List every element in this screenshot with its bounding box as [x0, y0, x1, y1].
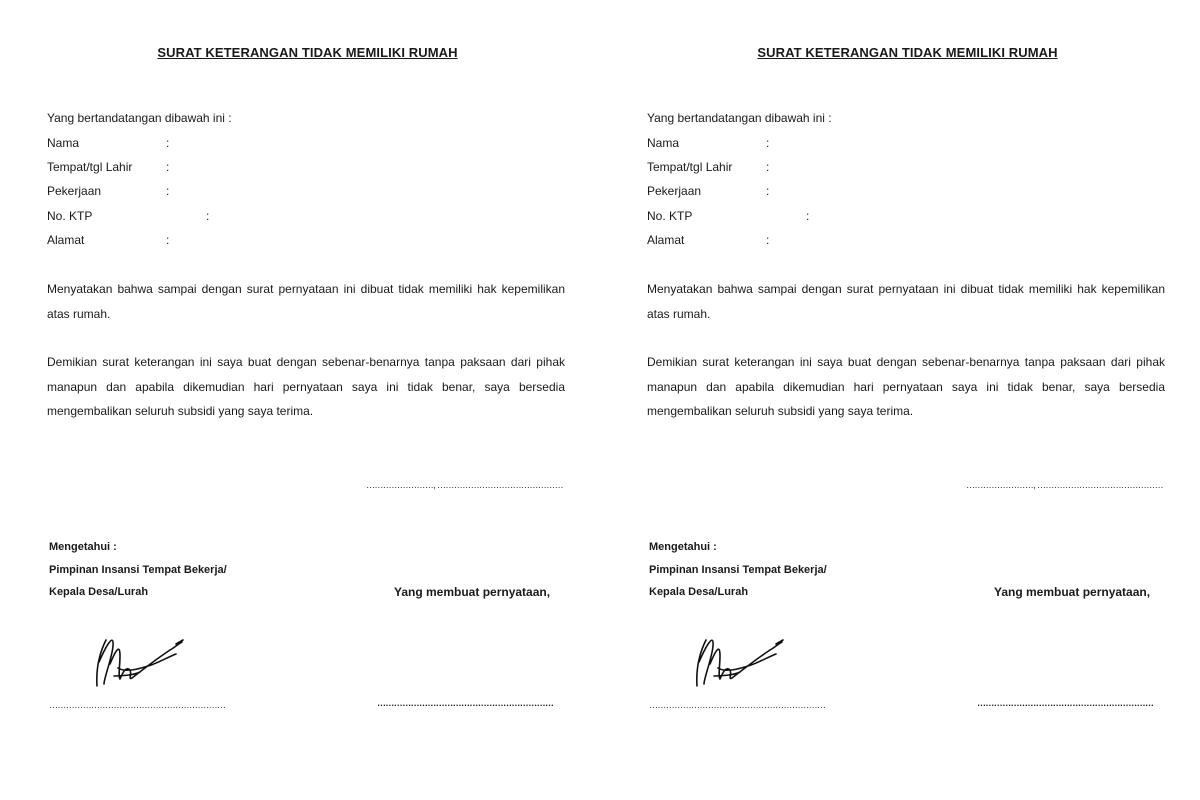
letter-page-right — [600, 0, 1200, 800]
field-colon-nama: : — [766, 136, 770, 150]
field-colon-tempat-tgl-lahir: : — [766, 160, 770, 174]
signature-image — [90, 622, 190, 694]
field-label-pekerjaan: Pekerjaan — [647, 184, 702, 198]
pembuat-pernyataan-label: Yang membuat pernyataan, — [394, 585, 551, 599]
pembuat-pernyataan-label: Yang membuat pernyataan, — [994, 585, 1151, 599]
statement-paragraph: Menyatakan bahwa sampai dengan surat pernyataan ini dibuat tidak memiliki hak kepemilikan atas rumah. — [647, 282, 1165, 321]
field-label-pekerjaan: Pekerjaan — [47, 184, 102, 198]
field-label-no-ktp: No. KTP — [47, 209, 93, 223]
sign-line-right: ……………………………………………………… — [377, 698, 554, 708]
sign-line-left: ……………………………………………………… — [649, 700, 826, 710]
field-colon-nama: : — [166, 136, 170, 150]
closing-paragraph: Demikian surat keterangan ini saya buat dengan sebenar-benarnya tanpa paksaan dari pihak manapun dan apabila dikemudian hari pernyataan saya ini tidak benar, saya bersedia mengembalikan seluruh subsidi yang saya terima. — [647, 355, 1165, 418]
mengetahui-label: Mengetahui : — [649, 541, 717, 553]
field-label-tempat-tgl-lahir: Tempat/tgl Lahir — [647, 160, 733, 174]
sign-line-right: ……………………………………………………… — [977, 698, 1154, 708]
pimpinan-label: Pimpinan Insansi Tempat Bekerja/ — [49, 564, 227, 576]
letter-title: SURAT KETERANGAN TIDAK MEMILIKI RUMAH — [157, 45, 458, 60]
pimpinan-label: Pimpinan Insansi Tempat Bekerja/ — [649, 564, 827, 576]
signature-image — [690, 622, 790, 694]
intro-text: Yang bertandatangan dibawah ini : — [647, 111, 832, 125]
field-colon-no-ktp: : — [806, 209, 810, 223]
field-label-no-ktp: No. KTP — [647, 209, 693, 223]
letter-title: SURAT KETERANGAN TIDAK MEMILIKI RUMAH — [757, 45, 1058, 60]
field-colon-tempat-tgl-lahir: : — [166, 160, 170, 174]
intro-text: Yang bertandatangan dibawah ini : — [47, 111, 232, 125]
place-date-line: ……………………, ……………………………………… — [966, 480, 1164, 490]
mengetahui-label: Mengetahui : — [49, 541, 117, 553]
field-label-nama: Nama — [47, 136, 80, 150]
field-label-tempat-tgl-lahir: Tempat/tgl Lahir — [47, 160, 133, 174]
field-colon-pekerjaan: : — [166, 184, 170, 198]
field-colon-pekerjaan: : — [766, 184, 770, 198]
kepala-desa-label: Kepala Desa/Lurah — [49, 586, 149, 598]
field-label-nama: Nama — [647, 136, 680, 150]
field-colon-alamat: : — [766, 233, 770, 247]
place-date-line: ……………………, ……………………………………… — [366, 480, 564, 490]
field-label-alamat: Alamat — [647, 233, 685, 247]
statement-paragraph: Menyatakan bahwa sampai dengan surat pernyataan ini dibuat tidak memiliki hak kepemilikan atas rumah. — [47, 282, 565, 321]
closing-paragraph: Demikian surat keterangan ini saya buat dengan sebenar-benarnya tanpa paksaan dari pihak manapun dan apabila dikemudian hari pernyataan saya ini tidak benar, saya bersedia mengembalikan seluruh subsidi yang saya terima. — [47, 355, 565, 418]
kepala-desa-label: Kepala Desa/Lurah — [649, 586, 749, 598]
field-colon-alamat: : — [166, 233, 170, 247]
field-label-alamat: Alamat — [47, 233, 85, 247]
field-colon-no-ktp: : — [206, 209, 210, 223]
sign-line-left: ……………………………………………………… — [49, 700, 226, 710]
